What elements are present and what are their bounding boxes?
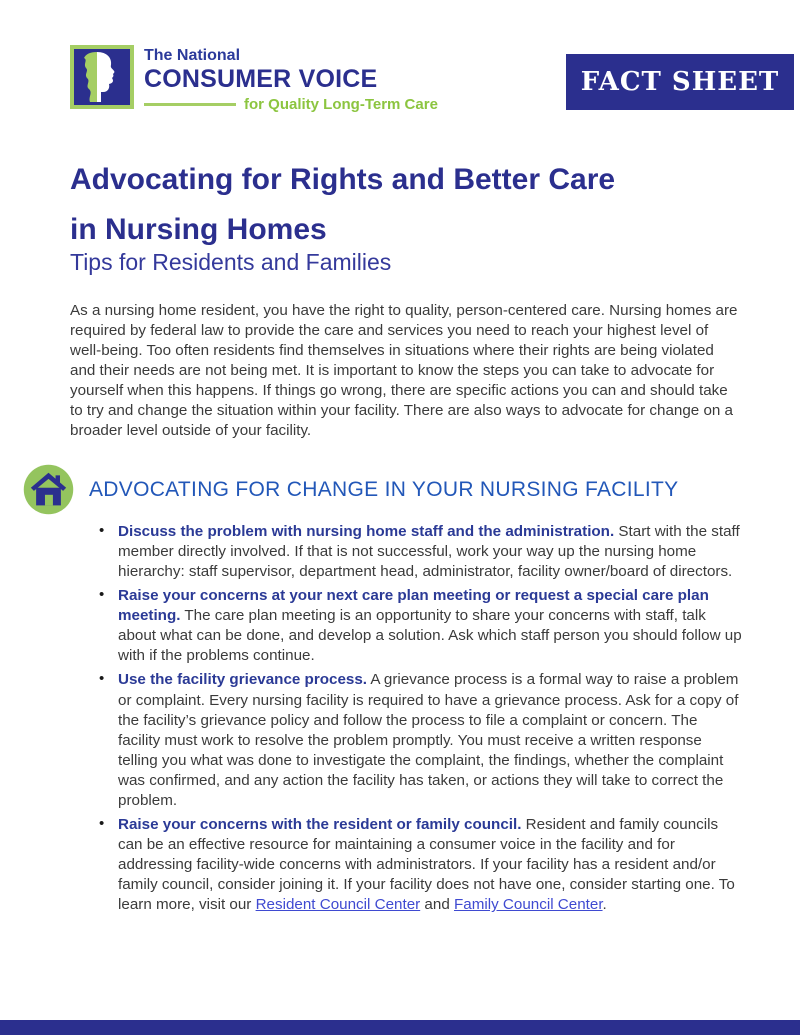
page-title-line-1: Advocating for Rights and Better Care	[70, 163, 616, 196]
bullet-body-period: .	[602, 896, 607, 914]
logo-tagline-row	[144, 96, 438, 113]
logo-green-rule	[144, 103, 236, 106]
list-item	[70, 670, 742, 810]
bullet-body: The care plan meeting is an opportunity to share your concerns with staff, talk about what can be done, and develop a solution. Ask which staff person you should follow up with if the problems continue.	[118, 607, 742, 665]
list-item	[70, 815, 742, 915]
list-item	[70, 586, 742, 666]
logo-consumer-voice: CONSUMER VOICE	[144, 64, 378, 93]
family-council-center-link[interactable]: Family Council Center	[453, 896, 603, 914]
bullet-body: Resident and family councils can be an effective resource for maintaining a consumer voice in the facility and for addressing facility-wide concerns with administrators. If your facility has a resident and/or family council, consider joining it. If your facility does not have one, consider starting one. To learn more, visit our	[118, 815, 735, 914]
bullet-lead: Raise your concerns at your next care plan meeting or request a special care plan meeting.	[118, 587, 709, 625]
intro-paragraph: As a nursing home resident, you have the right to quality, person-centered care. Nursing homes are required by federal law to provide the care and services you need to reach your highest level of well-being. Too often residents find themselves in situations where their rights are being violated and their needs are not being met. It is important to know the steps you can take to advocate for yourself when this happens. If things go wrong, there are specific actions you can and should take to try and change the situation within your facility. There are also ways to advocate for change on a broader level outside of your facility.	[70, 302, 738, 440]
bullet-dot: •	[99, 814, 105, 832]
consumer-voice-logo	[70, 45, 438, 113]
bullet-body-connector: and	[420, 896, 454, 914]
page-title	[70, 155, 760, 254]
section-heading: ADVOCATING FOR CHANGE IN YOUR NURSING FACILITY	[89, 477, 679, 501]
page-subtitle: Tips for Residents and Families	[70, 249, 392, 275]
fact-sheet-badge: FACT SHEET	[566, 54, 794, 110]
house-door	[45, 495, 53, 506]
bullet-dot: •	[99, 522, 105, 539]
bullet-dot: •	[99, 586, 105, 604]
logo-tagline: for Quality Long-Term Care	[244, 96, 438, 114]
bullet-body: Start with the staff member directly involved. If that is not successful, work your way up the nursing home hierarchy: staff supervisor, department head, administrator, facility owner/board of directors.	[118, 523, 740, 581]
logo-the-national: The National	[144, 47, 241, 64]
consumer-voice-faces-icon	[70, 45, 134, 109]
bullet-lead: Raise your concerns with the resident or family council.	[118, 815, 522, 833]
footer-bar	[0, 1020, 800, 1035]
page-title-line-2: in Nursing Homes	[70, 212, 327, 246]
bullet-dot: •	[99, 670, 105, 688]
section-header	[22, 463, 678, 516]
logo-text	[144, 45, 438, 113]
bullet-lead: Discuss the problem with nursing home staff and the administration.	[118, 523, 615, 540]
bullet-body: A grievance process is a formal way to raise a problem or complaint. Every nursing facility is required to have a grievance process. Ask for a copy of the facility’s grievance policy and follow the process to file a complaint or concern. The facility must work to resolve the problem promptly. You must receive a written response telling you what was done to investigate the complaint, the findings, whether the complaint was confirmed, and any action the facility has taken, or actions they will take to correct the problem.	[118, 671, 739, 809]
resident-council-center-link[interactable]: Resident Council Center	[255, 896, 421, 914]
list-item	[70, 522, 742, 582]
house-icon	[22, 463, 75, 516]
advocacy-bullet-list	[70, 522, 742, 915]
bullet-lead: Use the facility grievance process.	[118, 671, 368, 689]
